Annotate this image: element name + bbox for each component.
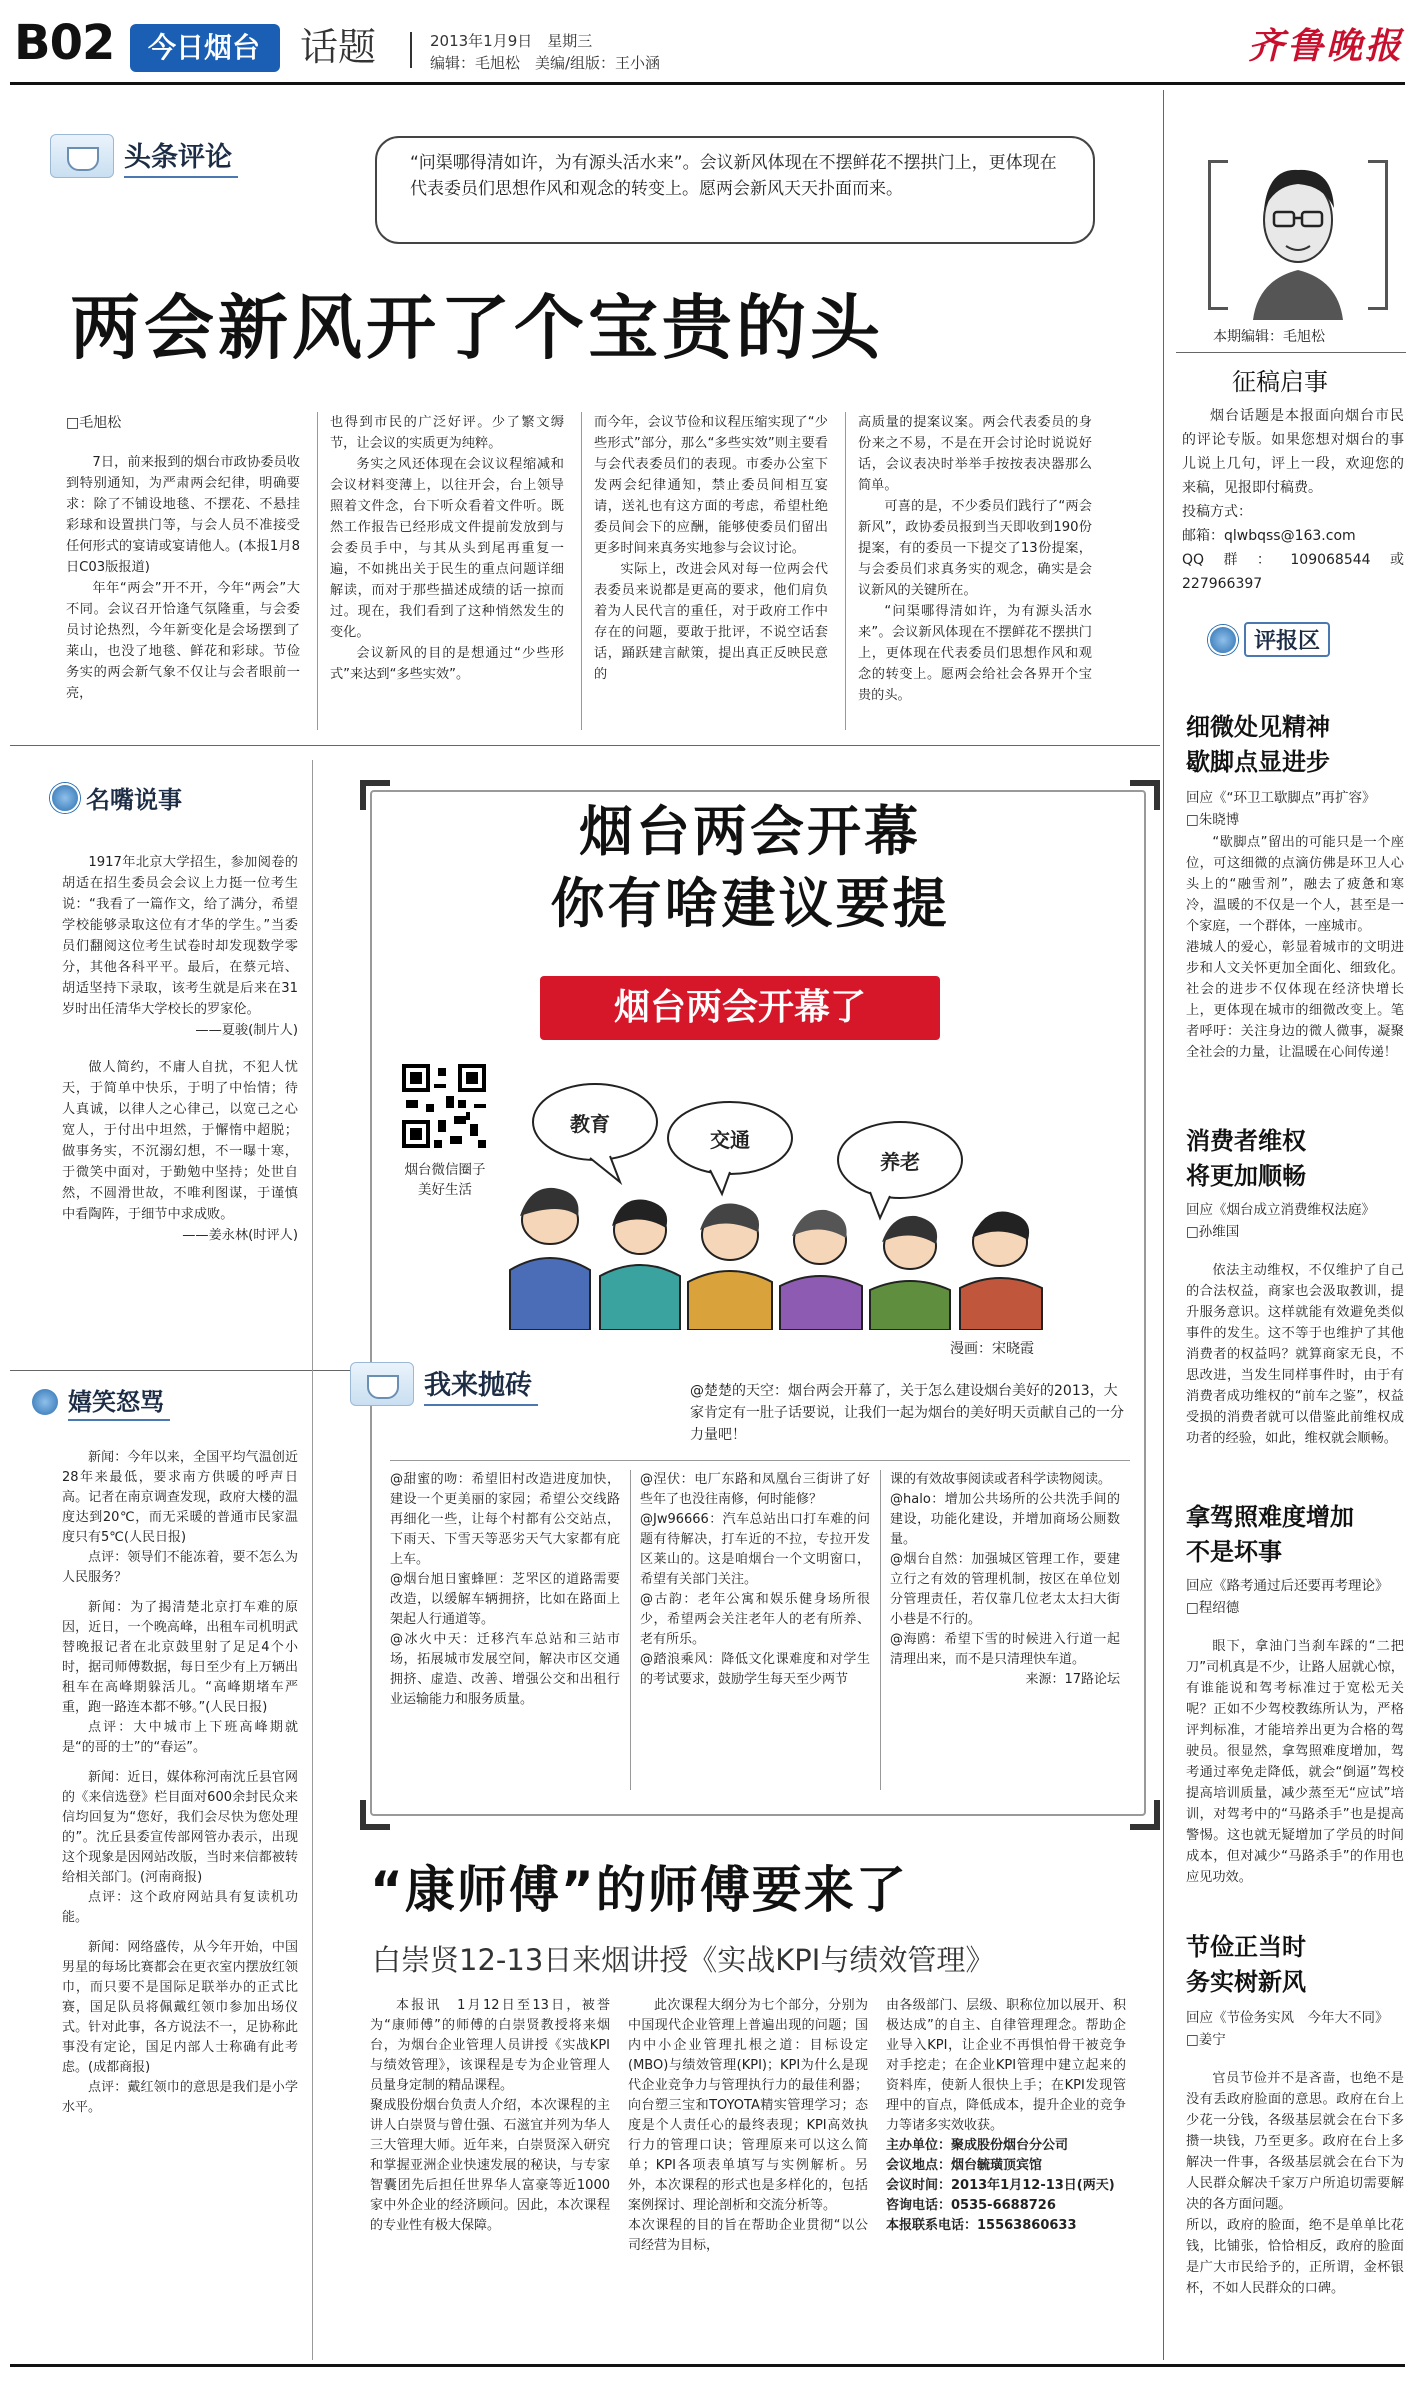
- column-rule: [317, 412, 318, 730]
- lead-column-4: [858, 412, 1092, 730]
- lead-column-2: [330, 412, 564, 730]
- comment-item: 点评：大中城市上下班高峰期就是“的哥的士”的“春运”。: [62, 1720, 298, 1755]
- paragraph: 做人简约，不庸人自扰，不犯人忧天，于简单中快乐，于明了中怡情；待人真诚，以律人之心律己，以宽己之心宽人，于付出中坦然，于懈惰中超脱；做事务实，不沉溺幻想，不一曝十寒，于微笑中面对，于勤勉中坚持；处世自然，不圆滑世故，不唯利图谋，于谨慎中看陶阵，于细节中求成败。: [62, 1060, 298, 1222]
- attribution: ——夏骏(制片人): [195, 1023, 298, 1038]
- lead-kicker: [50, 134, 238, 178]
- ad-host: 主办单位：聚成股份烟台分公司: [886, 2138, 1069, 2153]
- column-rule: [581, 412, 582, 730]
- editor-avatar: [1238, 150, 1358, 320]
- review-body: 依法主动维权，不仅维护了自己的合法权益，商家也会汲取教训，提升服务意识。这样就能有效避免类似事件的发生。这不等于也维护了其他消费者的权益吗？就算商家无良，不思改进，当发生同样事件时，由于有消费者成功维权的“前车之鉴”，权益受损的消费者就可以借鉴此前维权成功者的经验，如此，维权就会顺畅。: [1186, 1263, 1404, 1446]
- email-text: 邮箱：qlwbqss@163.com: [1182, 528, 1356, 544]
- feature-corner: [360, 780, 390, 810]
- review-headline: 消费者维权 将更加顺畅: [1186, 1127, 1306, 1190]
- comment-item: 点评：这个政府网站具有复读机功能。: [62, 1890, 298, 1925]
- jixiao-title: 嬉笑怒骂: [68, 1382, 170, 1421]
- date-line: 2013年1月9日 星期三: [430, 32, 593, 50]
- bubble-label-education: 教育: [570, 1112, 610, 1136]
- jixiao-body: [62, 1448, 298, 2118]
- review-author: □孙维国: [1186, 1224, 1240, 1240]
- feature-corner: [360, 1800, 390, 1830]
- header-rule: [10, 82, 1405, 85]
- section-rule: [10, 1370, 355, 1371]
- editor-portrait: [1208, 150, 1388, 320]
- header-divider: [410, 32, 412, 68]
- paragraph: 年年“两会”开不开，今年“两会”大不同。会议召开恰逢气氛隆重，与会委员讨论热烈，今年新变化是会场摆到了莱山，也没了地毯、鲜花和彩球。节俭务实的两会新气象不仅让与会者眼前一亮，: [66, 581, 300, 701]
- contact-title: 投稿方式：: [1182, 504, 1252, 520]
- ad-headline: “康师傅”的师傅要来了: [370, 1861, 908, 1919]
- paozhuan-column-1: @甜蜜的吻：希望旧村改造进度加快，建设一个更美丽的家园；希望公交线路再细化一些，让每个村都有公交站点，下雨天、下雪天等恶劣天气大家都有庇上车。 @烟台旭日蜜蜂匣：芝罘区的道路需要改造，以缓解车辆拥挤，比如在路面上架起人行通道等。 @冰火中天：迁移汽车总站和三站市场，拓展城市发展空间，解决市区交通拥挤、虚造、改善、增强公交和出租行业运输能力和服务质量。: [390, 1472, 620, 1707]
- paozhuan-title: 我来抛砖: [424, 1363, 538, 1406]
- feature-banner-text: 烟台两会开幕了: [613, 987, 866, 1028]
- mingzui-title: 名嘴说事: [86, 786, 182, 814]
- bubble-label-traffic: 交通: [710, 1128, 750, 1152]
- column-rule: [845, 412, 846, 730]
- feature-corner: [1130, 780, 1160, 810]
- editors-line: 编辑：毛旭松 美编/组版：王小涵: [430, 54, 661, 72]
- review-headline: 细微处见精神 歇脚点显进步: [1186, 713, 1330, 776]
- review-headline: 拿驾照难度增加 不是坏事: [1186, 1503, 1354, 1566]
- paozhuan-column-3: [890, 1470, 1120, 1800]
- review-author: □姜宁: [1186, 2032, 1226, 2048]
- paragraph: 高质量的提案议案。两会代表委员的身份来之不易，不是在开会讨论时说说好话，会议表决时举举手按按表决器那么简单。: [858, 415, 1092, 493]
- ad-subheadline: 白崇贤12-13日来烟讲授《实战KPI与绩效管理》: [372, 1943, 995, 1977]
- review-body: 眼下，拿油门当刹车踩的“二把刀”司机真是不少，让路人屈就心惊，有谁能说和驾考标准过于宽松无关呢？正如不少驾校教练所认为，严格评判标准，才能培养出更为合格的驾驶员。很显然，拿驾照难度增加，驾考通过率免走降低，就会“倒逼”驾校提高培训质量，减少蒸至无“应试”培训，对驾考中的“马路杀手”也是提高警惕。这也就无疑增加了学员的时间成本，但对减少“马路杀手”的作用也应见功效。: [1186, 1639, 1404, 1885]
- news-item: 新闻：今年以来，全国平均气温创近28年来最低，要求南方供暖的呼声日高。记者在南京调查发现，政府大楼的温度达到20℃，而无采暖的普通市民家温度只有5℃(人民日报): [62, 1450, 298, 1545]
- review-body: 官员节俭并不是吝啬，也绝不是没有丢政府脸面的意思。政府在台上少花一分钱，各级基层就会在台下多攒一块钱，乃至更多。政府在台上多解决一件事，各级基层就会在台下为人民群众解决千家万户所追切需要解决的各方面问题。 所以，政府的脸面，绝不是单单比花钱，比铺张，恰恰相反，政府的脸面是广大市民给予的，正所谓，金杯银杯，不如人民群众的口碑。: [1186, 2071, 1404, 2296]
- ad-venue: 会议地点：烟台毓璜顶宾馆: [886, 2158, 1043, 2173]
- review-author: □朱晓博: [1186, 812, 1240, 828]
- cartoon-credit: 漫画：宋晓霞: [950, 1341, 1034, 1357]
- source-credit: 来源：17路论坛: [1025, 1672, 1120, 1687]
- attribution: ——姜永林(时评人): [182, 1228, 298, 1243]
- column-rule: [312, 760, 313, 2360]
- ad-time: 会议时间：2013年1月12-13日(两天): [886, 2178, 1115, 2193]
- qr-caption: 烟台微信圈子 美好生活: [404, 1162, 486, 1198]
- review-reply-line: 回应《“环卫工歇脚点”再扩容》: [1186, 790, 1376, 806]
- bracket-left: [1208, 160, 1228, 310]
- ad-column-1: 本报讯 1月12日至13日，被誉为“康师傅”的师傅的白崇贤教授将来烟台，为烟台企业管理人员讲授《实战KPI与绩效管理》，该课程是专为企业管理人员量身定制的精品课程。 聚成股份烟台负责人介绍，本次课程的主讲人白崇贤与曾仕强、石滋宜并列为华人三大管理大师。近年来，白崇贤深入研究和掌握亚洲企业快速发展的秘诀，与专家智囊团先后担任世界华人富豪等近1000家中外企业的经济顾问。因此，本次课程的专业性有极大保障。: [370, 1998, 610, 2233]
- feature-rule: [390, 1460, 1130, 1461]
- section-label: 今日烟台: [148, 31, 261, 64]
- editor-label: 本期编辑：毛旭松: [1213, 329, 1325, 345]
- news-item: 新闻：为了揭清楚北京打车难的原因，近日，一个晚高峰，出租车司机明武替晚报记者在北京鼓里射了足足4个小时，据司师傅数据，每日至少有上万辆出租车在高峰期躲活儿。“高峰期堵车严重，跑一路连本都不够。”(人民日报): [62, 1600, 298, 1715]
- lead-byline: □毛旭松: [66, 415, 122, 431]
- paragraph: 实际上，改进会风对每一位两会代表委员来说都是更高的要求，他们肩负着为人民代言的重任，对于政府工作中存在的问题，要敢于批评，不说空话套话，踊跃建言献策，提出真正反映民意的: [594, 562, 828, 682]
- news-item: 新闻：近日，媒体称河南沈丘县官网的《来信选登》栏目面对600余封民众来信均回复为“您好，我们会尽快为您处理的”。沈丘县委宣传部网管办表示，出现这个现象是因网站改版，当时来信都被转给相关部门。(河南商报): [62, 1770, 298, 1885]
- pingbao-title: 评报区: [1244, 622, 1330, 657]
- paragraph: 可喜的是，不少委员们践行了“两会新风”，政协委员报到当天即收到190份提案，有的委员一下提交了13份提案，与会委员们求真务实的观念，确实是会议新风的关键所在。: [858, 499, 1092, 598]
- jixiao-kicker: [32, 1382, 170, 1421]
- ad-column-2: 此次课程大纲分为七个部分，分别为中国现代企业管理上普遍出现的问题；国内中小企业管理扎根之道：目标设定(MBO)与绩效管理(KPI)；KPI为什么是现代企业竞争力与管理执行力的最佳利器；向台塑三宝和TOYOTA精实管理学习；态度是个人责任心的最终表现；KPI高效执行力的管理口诀；管理原来可以这么简单；KPI各项表单填写与实例解析。另外，本次课程的形式也是多样化的，包括案例探讨、理论剖析和交流分析等。 本次课程的目的旨在帮助企业贯彻“以公司经营为目标，: [628, 1998, 868, 2253]
- paragraph: 烟台话题是本报面向烟台市民的评论专版。如果您想对烟台的事儿说上几句，评上一段，欢迎您的来稿，见报即付稿费。: [1182, 408, 1404, 496]
- lead-column-3: [594, 412, 828, 730]
- feature-corner: [1130, 1800, 1160, 1830]
- feature-title-2: 你有啥建议要提: [550, 872, 950, 935]
- paragraph: 会议新风的目的是想通过“少些形式”来达到“多些实效”。: [330, 646, 564, 682]
- lead-kicker-label: 头条评论: [124, 135, 238, 178]
- section-rule: [10, 745, 1160, 746]
- mingzui-body: [62, 852, 298, 1246]
- page-number: B02: [14, 15, 115, 71]
- masthead-logo: 齐鲁晚报: [1248, 25, 1405, 67]
- review-body: “歇脚点”留出的可能只是一个座位，可这细微的点滴仿佛是环卫人心头上的“融雪剂”，融去了疲惫和寒冷，温暖的不仅是一个人，甚至是一个家庭，一个群体，一座城市。 港城人的爱心，彰显着城市的文明进步和人文关怀更加全面化、细致化。社会的进步不仅体现在经济快增长上，更体现在城市的细微改变上。笔者呼吁：关注身边的微人微事，凝聚全社会的力量，让温暖在心间传递！: [1186, 835, 1404, 1060]
- crowd-of-people: [510, 1188, 1042, 1330]
- paozhuan-column-2: @涅伏：电厂东路和凤凰台三街讲了好些年了也没往南修，何时能修？ @Jw96666：汽车总站出口打车难的问题有待解决，打车近的不拉，专拉开发区莱山的。这是咱烟台一个文明窗口，希望有关部门关注。 @古韵：老年公寓和娱乐健身场所很少，希望两会关注老年人的老有所养、老有所乐。 @踏浪乘风：降低文化课难度和对学生的考试要求，鼓励学生每天至少两节: [640, 1472, 870, 1687]
- paragraph: 1917年北京大学招生，参加阅卷的胡适在招生委员会会议上力挺一位考生说：“我看了一篇作文，给了满分，希望学校能够录取这位有才华的学生。”当委员们翻阅这位考生试卷时却发现数学零分，其他各科平平。最后，在蔡元培、胡适坚持下录取，该考生就是后来在31岁时出任清华大学校长的罗家伦。: [62, 855, 298, 1017]
- news-item: 新闻：网络盛传，从今年开始，中国男星的每场比赛都会在更衣室内摆放红领巾，而只要不是国际足联举办的正式比赛，国足队员将佩戴红领巾参加出场仪式。针对此事，各方说法不一，足协称此事没有定论，国足内部人士称确有此考虑。(成都商报): [62, 1940, 298, 2075]
- paragraph: 而今年，会议节俭和议程压缩实现了“少些形式”部分，那么“多些实效”则主要看与会代表委员们的表现。市委办公室下发两会纪律通知，禁止委员间相互宴请，送礼也有这方面的考虑，希望杜绝委员间会下的应酬，能够使委员们留出更多时间来真务实地参与会议讨论。: [594, 415, 828, 556]
- review-reply-line: 回应《烟台成立消费维权法庭》: [1186, 1202, 1375, 1218]
- qq-text: QQ群：109068544或227966397: [1182, 552, 1404, 592]
- qr-code: [398, 1060, 490, 1152]
- lead-quote: “问渠哪得清如许，为有源头活水来”。会议新风体现在不摆鲜花不摆拱门上，更体现在代表委员们思想作风和观念的转变上。愿两会新风天天扑面而来。: [410, 153, 1057, 199]
- microphone-icon: [50, 783, 80, 813]
- coffee-cup-icon: [50, 134, 114, 178]
- paragraph: 课的有效故事阅读或者科学读物阅读。 @halo：增加公共场所的公共洗手间的建设，功能化建设，并增加商场公厕数量。 @烟台自然：加强城区管理工作，要建立行之有效的管理机制，按区在单位划分管理责任，若仅靠几位老太太扫大街小巷是不行的。 @海鸥：希望下雪的时候进入行道一起清理出来，而不是只清理快车道。: [890, 1472, 1120, 1667]
- review-author: □程绍德: [1186, 1600, 1240, 1616]
- review-reply-line: 回应《路考通过后还要再考理论》: [1186, 1578, 1389, 1594]
- review-headline: 节俭正当时 务实树新风: [1186, 1933, 1306, 1996]
- footer-rule: [10, 2364, 1405, 2367]
- comment-item: 点评：领导们不能冻着，要不怎么为人民服务？: [62, 1550, 298, 1585]
- lead-column-1: [66, 452, 300, 730]
- ad-column-3: [886, 1996, 1126, 2356]
- bubble-label-elderly: 养老: [880, 1150, 920, 1174]
- call-for-papers-title: 征稿启事: [1232, 368, 1328, 396]
- feature-title-1: 烟台两会开幕: [579, 800, 921, 863]
- column-rule: [880, 1470, 881, 1790]
- ad-phone: 咨询电话：0535-6688726: [886, 2198, 1056, 2213]
- column-label: 话题: [300, 25, 377, 69]
- mingzui-kicker: [50, 780, 182, 815]
- editor-rule: [1176, 352, 1406, 353]
- lead-headline: 两会新风开了个宝贵的头: [70, 287, 884, 369]
- pingbao-kicker: [1208, 622, 1330, 657]
- main-right-divider: [1163, 90, 1164, 2360]
- paozhuan-kicker: [350, 1362, 538, 1406]
- bracket-right: [1368, 160, 1388, 310]
- paragraph: 由各级部门、层级、职称位加以展开、积极达成”的自主、自律管理理念。帮助企业导入KPI，让企业不再惧怕骨干被竞争对手挖走；在企业KPI管理中建立起来的资料库，使新人很快上手；在KPI发现管理中的盲点，降低成本，提升企业的竞争力等诸多实效收获。: [886, 1998, 1126, 2133]
- paozhuan-intro: @楚楚的天空：烟台两会开幕了，关于怎么建设烟台美好的2013，大家肯定有一肚子话要说，让我们一起为烟台的美好明天贡献自己的一分力量吧！: [690, 1383, 1124, 1443]
- microphone-icon: [1208, 625, 1238, 655]
- microphone-icon: [32, 1389, 58, 1415]
- paragraph: “问渠哪得清如许，为有源头活水来”。会议新风体现在不摆鲜花不摆拱门上，更体现在代表委员们思想作风和观念的转变上。愿两会给社会各界开个宝贵的头。: [858, 604, 1092, 703]
- ad-reporter-phone: 本报联系电话：15563860633: [886, 2218, 1077, 2233]
- comment-item: 点评：戴红领巾的意思是我们是小学水平。: [62, 2080, 298, 2115]
- page-header: [0, 0, 1417, 80]
- review-reply-line: 回应《节俭务实风 今年大不同》: [1186, 2010, 1389, 2026]
- coffee-cup-icon: [350, 1362, 414, 1406]
- paragraph: 务实之风还体现在会议议程缩减和会议材料变薄上，以往开会，台上领导照着文件念，台下听众看着文件听。既然工作报告已经形成文件提前发放到与会委员手中，与其从头到尾再重复一遍，不如挑出关于民生的重点问题详细解读，而对于那些描述成绩的话一掠而过。现在，我们看到了这种悄然发生的变化。: [330, 457, 564, 640]
- column-rule: [630, 1470, 631, 1790]
- paragraph: 7日，前来报到的烟台市政协委员收到特别通知，为严肃两会纪律，明确要求：除了不铺设地毯、不摆花、不悬挂彩球和设置拱门等，与会人员不准接受任何形式的宴请或宴请他人。(本报1月8日C03版报道): [66, 455, 300, 575]
- paragraph: 也得到市民的广泛好评。少了繁文缛节，让会议的实质更为纯粹。: [330, 415, 564, 451]
- call-for-papers-body: [1182, 404, 1404, 596]
